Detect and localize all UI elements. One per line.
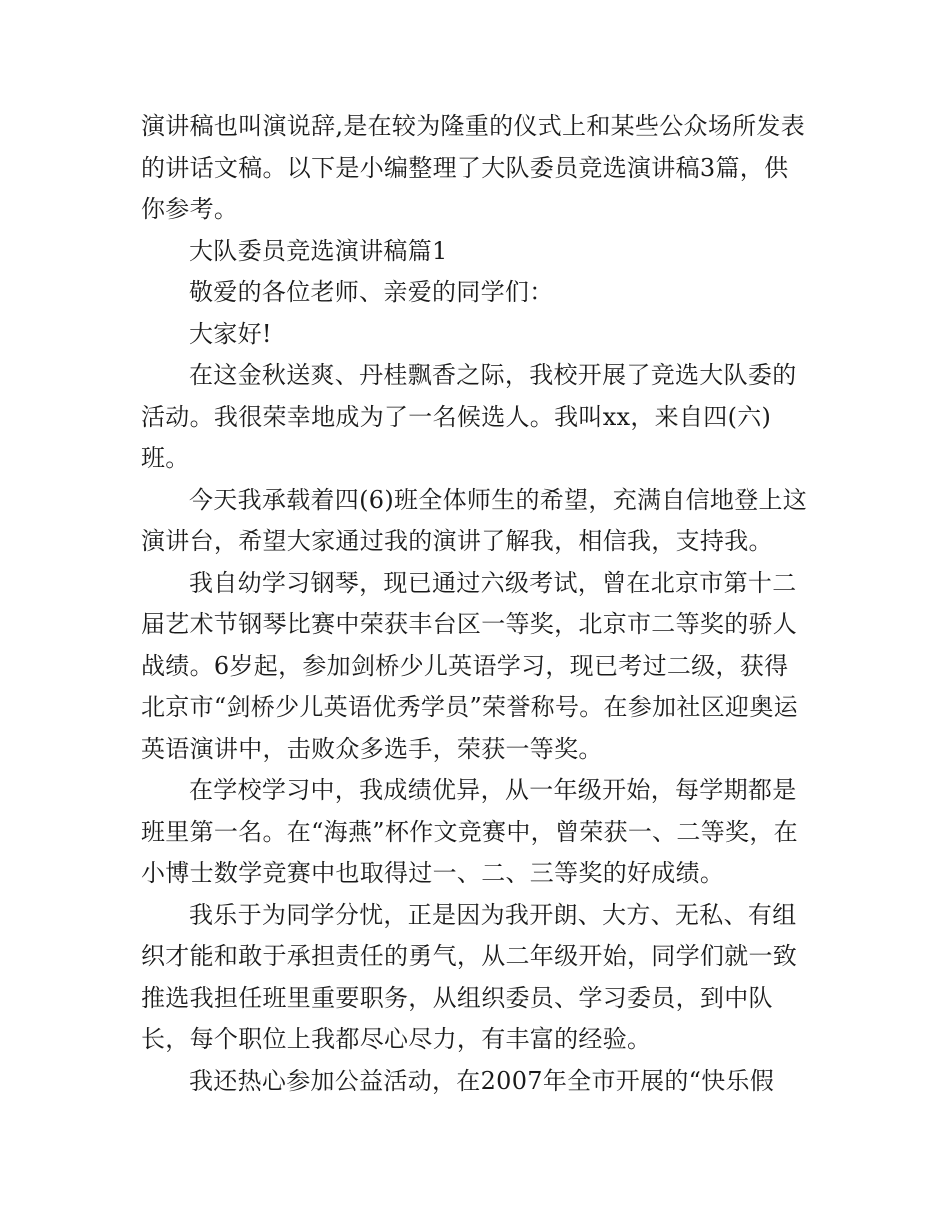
body-paragraph: 我自幼学习钢琴，现已通过六级考试，曾在北京市第十二届艺术节钢琴比赛中荣获丰台区一等奖，北京市二等奖的骄人战绩。6岁起，参加剑桥少儿英语学习，现已考过二级，获得北京市“剑桥少儿英语优秀学员”荣誉称号。在参加社区迎奥运英语演讲中，击败众多选手，荣获一等奖。 [141, 568, 798, 763]
body-paragraph: 今天我承载着四(6)班全体师生的希望，充满自信地登上这演讲台，希望大家通过我的演讲了解我，相信我，支持我。 [141, 485, 808, 555]
speech-heading: 大队委员竞选演讲稿篇1 [189, 236, 448, 265]
greeting: 大家好! [189, 319, 272, 348]
body-paragraph: 我乐于为同学分忧，正是因为我开朗、大方、无私、有组织才能和敢于承担责任的勇气，从二年级开始，同学们就一致推选我担任班里重要职务，从组织委员、学习委员，到中队长，每个职位上我都尽心尽力，有丰富的经验。 [141, 900, 798, 1053]
salutation: 敬爱的各位老师、亲爱的同学们： [189, 278, 554, 306]
intro-paragraph: 演讲稿也叫演说辞,是在较为隆重的仪式上和某些公众场所发表的讲话文稿。以下是小编整理了大队委员竞选演讲稿3篇，供你参考。 [141, 112, 806, 223]
body-paragraph: 我还热心参加公益活动，在2007年全市开展的“快乐假 [189, 1066, 775, 1095]
body-paragraph: 在这金秋送爽、丹桂飘香之际，我校开展了竞选大队委的活动。我很荣幸地成为了一名候选人。我叫xx，来自四(六)班。 [141, 361, 797, 472]
body-paragraph: 在学校学习中，我成绩优异，从一年级开始，每学期都是班里第一名。在“海燕”杯作文竞赛中，曾荣获一、二等奖，在小博士数学竞赛中也取得过一、二、三等奖的好成绩。 [141, 776, 798, 887]
document-page [141, 106, 811, 1102]
